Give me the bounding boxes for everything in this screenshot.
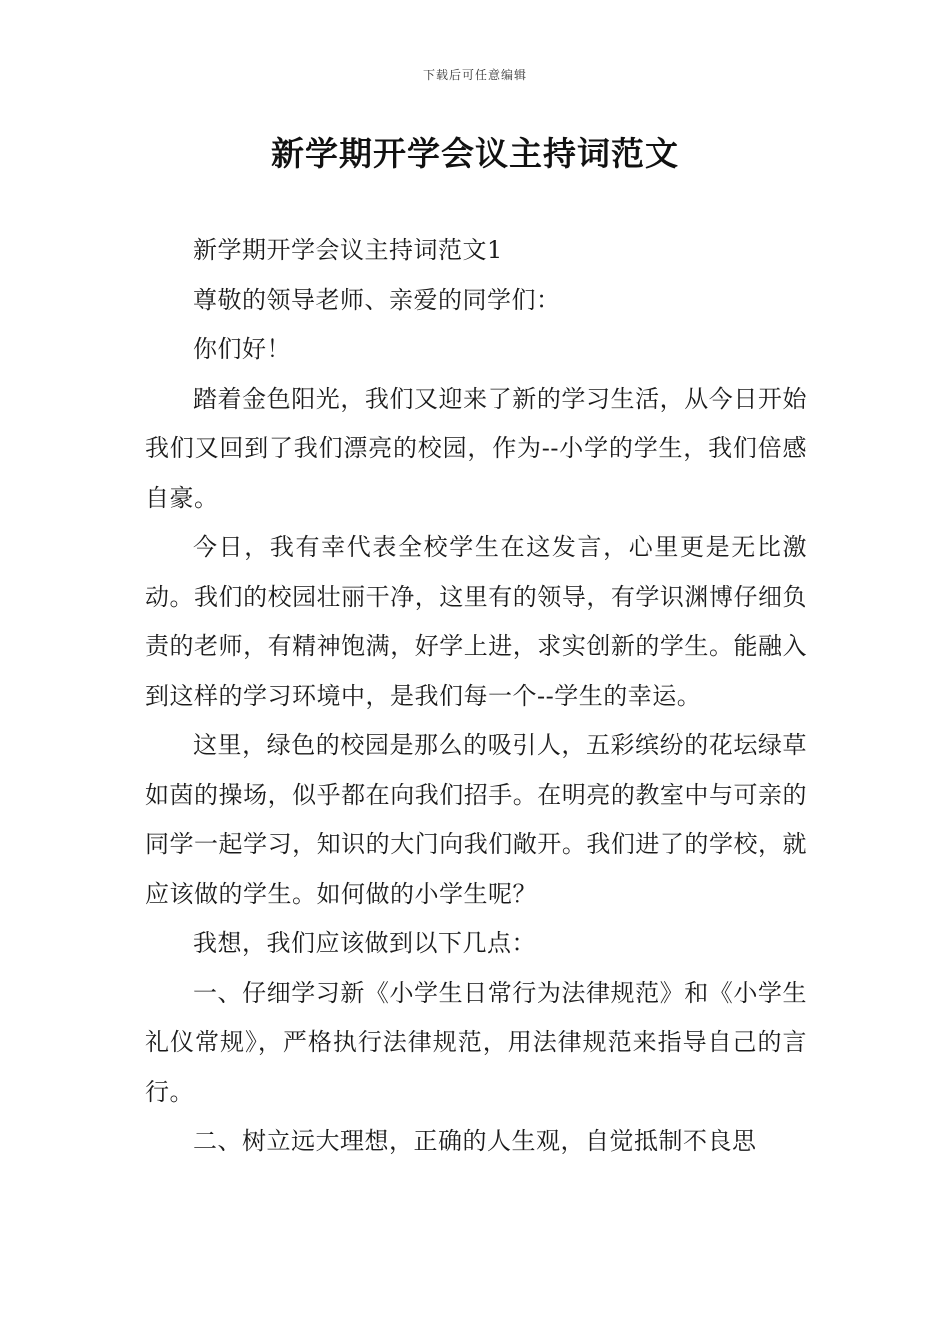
paragraph-body: 踏着金色阳光，我们又迎来了新的学习生活，从今日开始我们又回到了我们漂亮的校园，作为--小学的学生，我们倍感自豪。	[145, 384, 807, 512]
paragraph-greeting: 你们好！	[193, 335, 291, 363]
paragraph-body: 今日，我有幸代表全校学生在这发言，心里更是无比激动。我们的校园壮丽干净，这里有的领导，有学识渊博仔细负责的老师，有精神饱满，好学上进，求实创新的学生。能融入到这样的学习环境中，是我们每一个--学生的幸运。	[145, 533, 807, 710]
paragraph-subtitle: 新学期开学会议主持词范文1	[193, 236, 503, 264]
header-note: 下载后可任意编辑	[422, 68, 527, 82]
paragraph-body: 一、仔细学习新《小学生日常行为法律规范》和《小学生礼仪常规》，严格执行法律规范，用法律规范来指导自己的言行。	[145, 978, 807, 1106]
document-title: 新学期开学会议主持词范文	[271, 134, 679, 173]
paragraph-body: 二、树立远大理想，正确的人生观，自觉抵制不良思	[193, 1127, 757, 1155]
paragraph-body: 我想，我们应该做到以下几点：	[193, 929, 536, 957]
document-body	[145, 226, 807, 1167]
paragraph-salutation: 尊敬的领导老师、亲爱的同学们：	[193, 285, 561, 314]
paragraph-body: 这里，绿色的校园是那么的吸引人，五彩缤纷的花坛绿草如茵的操场，似乎都在向我们招手。在明亮的教室中与可亲的同学一起学习，知识的大门向我们敞开。我们进了的学校，就应该做的学生。如何做的小学生呢？	[145, 731, 807, 908]
